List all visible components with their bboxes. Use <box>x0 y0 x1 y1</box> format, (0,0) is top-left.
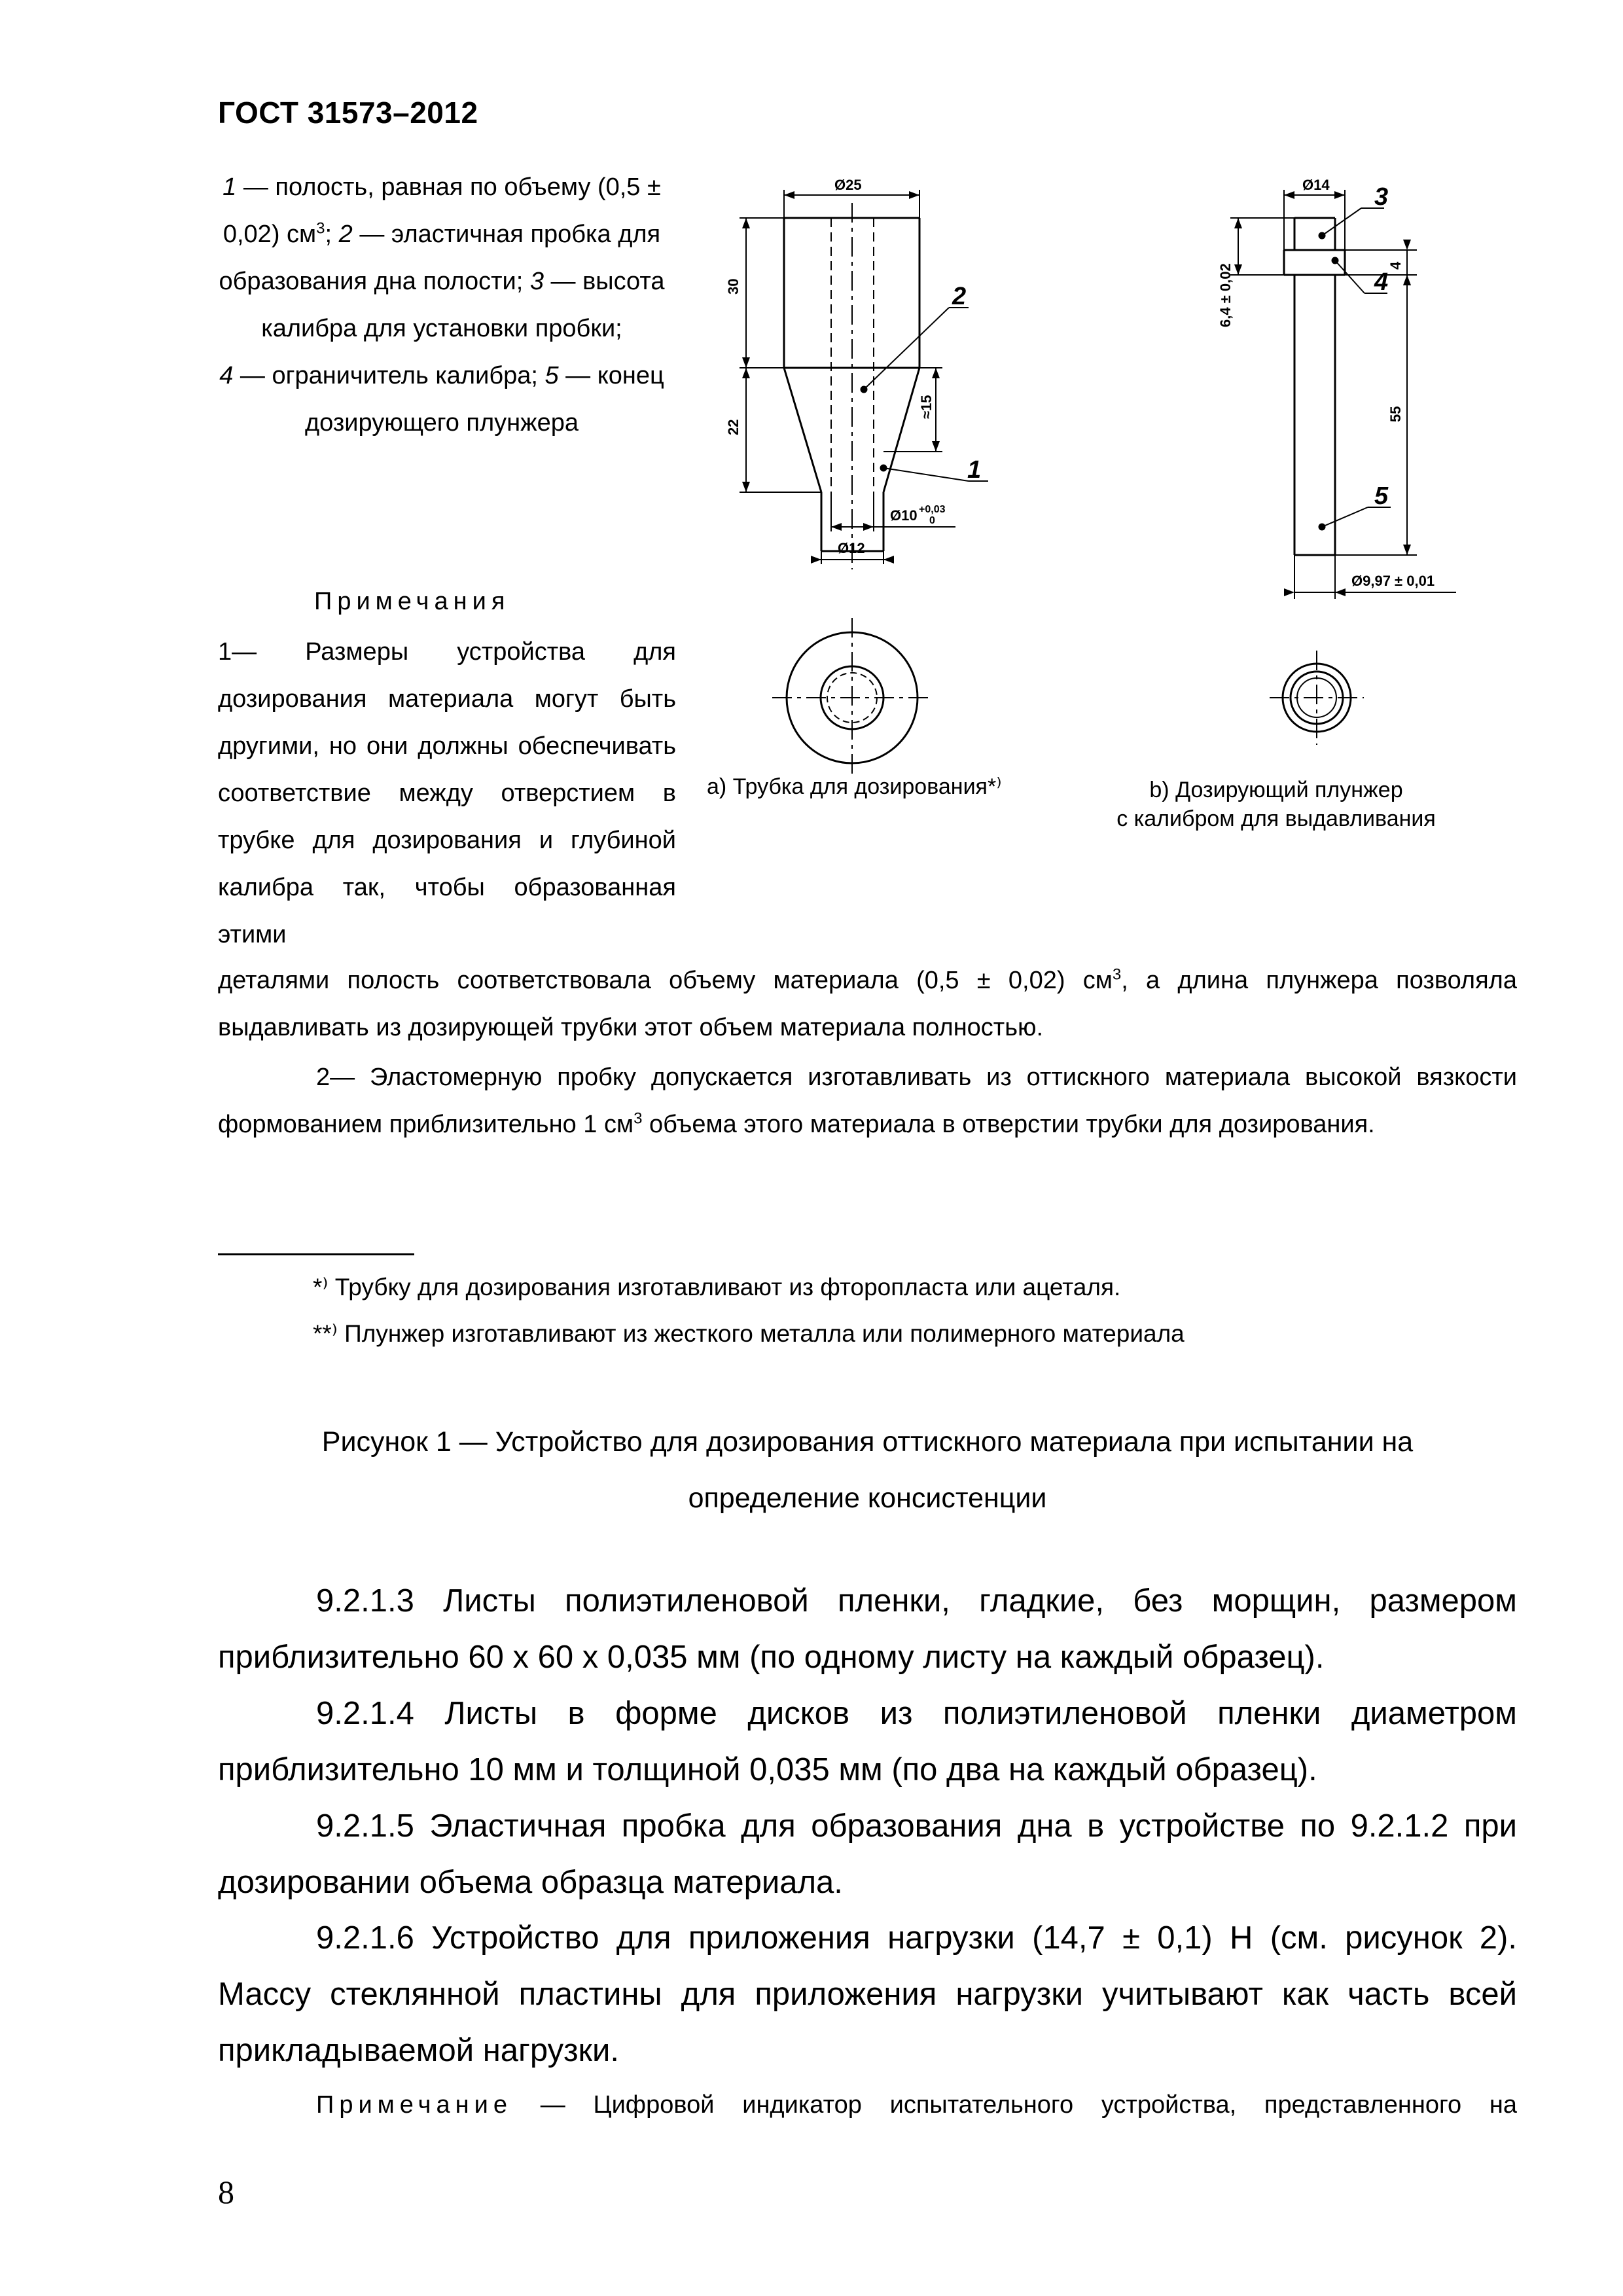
dim-a-height-lower: 22 <box>725 419 741 435</box>
legend-sup-1: 3 <box>316 219 325 238</box>
label-4: 4 <box>1374 268 1389 296</box>
plunger-drawing <box>1230 190 1456 745</box>
legend-num-4: 4 <box>219 362 234 389</box>
note-1-cont-b: , а длина плунжера позволяла выдавливать из дозирующей трубки этот объем материала полностью. <box>218 967 1517 1041</box>
label-5: 5 <box>1374 482 1389 510</box>
bottom-note-text: — Цифровой индикатор испытательного устройства, представленного на <box>512 2091 1517 2119</box>
dim-a-cavity-depth: ≈15 <box>918 395 935 419</box>
figure-title-line2: определение консистенции <box>688 1482 1047 1514</box>
note-1-sup: 3 <box>1112 965 1122 984</box>
dim-a-bottom-width: Ø12 <box>838 540 865 556</box>
dim-b-stop-height: 4 <box>1387 261 1404 270</box>
dim-a-bore: Ø10 <box>890 507 918 524</box>
paragraph-9-2-1-6: 9.2.1.6 Устройство для приложения нагрузки (14,7 ± 0,1) Н (см. рисунок 2). Массу стеклянной пластины для приложения нагрузки учитывают как часть всей прикладываемой нагрузки. <box>218 1920 1517 2068</box>
bottom-note <box>316 2081 1517 2128</box>
note-1-continued <box>218 957 1517 1051</box>
dim-a-height-upper: 30 <box>725 278 741 295</box>
paragraph-9-2-1-4: 9.2.1.4 Листы в форме дисков из полиэтиленовой пленки диаметром приблизительно 10 мм и толщиной 0,035 мм (по два на каждый образец). <box>218 1696 1517 1787</box>
bottom-note-label: Примечание <box>316 2091 512 2119</box>
dim-a-top-width: Ø25 <box>834 177 862 193</box>
note-2-b: объема этого материала в отверстии трубки для дозирования. <box>642 1111 1375 1138</box>
note-1-cont-a: деталями полость соответствовала объему материала (0,5 ± 0,02) см <box>218 967 1113 994</box>
page-number: 8 <box>218 2174 234 2210</box>
note-1-start: 1— Размеры устройства для дозирования материала могут быть другими, но они должны обеспечивать соответствие между отверстием в трубке для дозирования и глубиной калибра так, чтобы образованная этими <box>218 638 676 948</box>
legend-num-1: 1 <box>223 173 237 201</box>
figure-caption-a: a) Трубка для дозирования*⁾ <box>707 774 1002 799</box>
footnote-1-text: Трубку для дозирования изготавливают из фторопласта или ацеталя. <box>328 1274 1121 1300</box>
legend-text-2: — эластичная пробка для образования дна полости; <box>219 221 661 295</box>
figure-caption-b <box>1073 776 1479 833</box>
paragraph-9-2-1-5: 9.2.1.5 Эластичная пробка для образования дна в устройстве по 9.2.1.2 при дозировании объема образца материала. <box>218 1808 1517 1900</box>
label-1: 1 <box>967 456 982 484</box>
legend-text-4: — ограничитель калибра; <box>233 362 545 389</box>
figure-caption-b-line1: b) Дозирующий плунжер <box>1149 778 1403 802</box>
notes-title: Примечания <box>314 588 510 615</box>
dim-a-bore-tol-upper: +0,03 <box>919 504 946 515</box>
arrowheads <box>742 191 1411 596</box>
paragraph-9-2-1-3: 9.2.1.3 Листы полиэтиленовой пленки, гладкие, без морщин, размером приблизительно 60 х 60 х 0,035 мм (по одному листу на каждый образец). <box>218 1583 1517 1675</box>
footnote-1 <box>313 1273 1120 1301</box>
note-2-a: 2— Эластомерную пробку допускается изготавливать из оттискного материала высокой вязкости формованием приблизительно 1 см <box>218 1064 1517 1138</box>
legend-text-3: — высота калибра для установки пробки; <box>261 268 665 342</box>
dim-b-gauge-height: 6,4 ± 0,02 <box>1217 263 1234 327</box>
figure-title-line1: Рисунок 1 — Устройство для дозирования оттискного материала при испытании на <box>321 1426 1414 1458</box>
footnote-1-mark: *⁾ <box>313 1274 329 1300</box>
legend-num-5: 5 <box>544 362 559 389</box>
figure-title <box>218 1414 1517 1526</box>
dim-b-top-width: Ø14 <box>1302 177 1330 193</box>
legend-text-1b: ; <box>325 221 339 248</box>
dim-b-diameter: Ø9,97 ± 0,01 <box>1351 573 1435 589</box>
footnote-divider <box>218 1253 414 1255</box>
figure-caption-b-line2: с калибром для выдавливания <box>1116 806 1436 831</box>
footnote-2-text: Плунжер изготавливают из жесткого металла или полимерного материала <box>337 1320 1185 1347</box>
footnote-2-mark: **⁾ <box>313 1320 338 1347</box>
note-2-sup: 3 <box>633 1109 643 1128</box>
page-header: ГОСТ 31573–2012 <box>218 96 478 130</box>
label-2: 2 <box>952 283 967 310</box>
legend-num-3: 3 <box>529 268 544 295</box>
note-2 <box>218 1054 1517 1148</box>
legend-text-5: — конец дозирующего плунжера <box>305 362 664 437</box>
legend-text-1a: — полость, равная по объему (0,5 ± 0,02) см <box>223 173 661 248</box>
legend-num-2: 2 <box>338 221 353 248</box>
dim-b-length: 55 <box>1387 406 1404 422</box>
dosing-tube-drawing <box>740 190 988 778</box>
label-3: 3 <box>1374 183 1389 211</box>
footnote-2 <box>313 1319 1185 1348</box>
dim-a-bore-tol-lower: 0 <box>929 515 935 526</box>
